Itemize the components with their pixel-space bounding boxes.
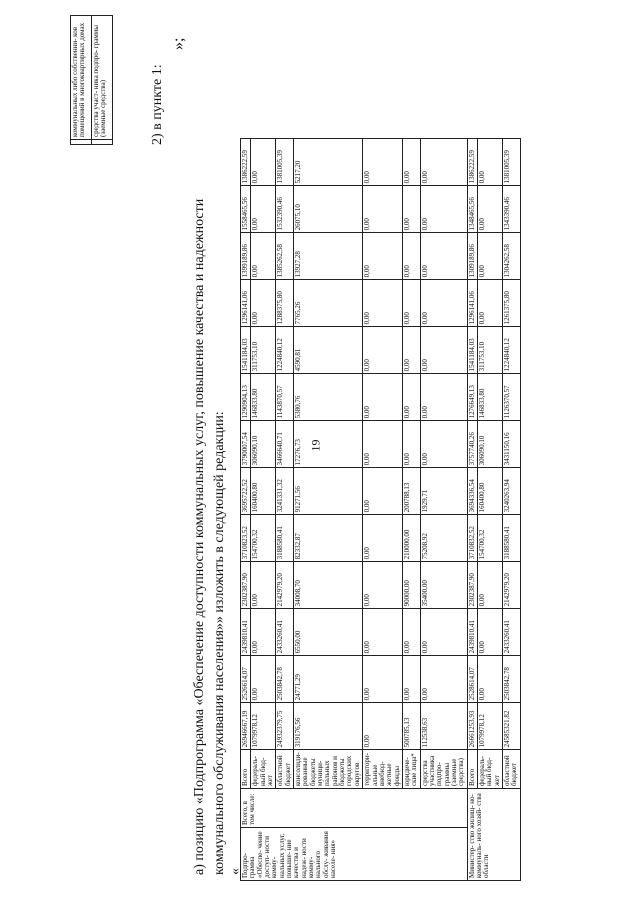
value-cell: 0,00	[363, 468, 403, 515]
value-cell: 1126370,57	[503, 374, 521, 421]
value-cell: 90000,00	[402, 562, 420, 609]
funding-source: Всего	[467, 750, 477, 789]
value-cell: 24585321,82	[503, 703, 521, 750]
funding-source: консолиди- рованные бюджеты муници- пальных районов и бюджеты городских округов	[294, 750, 363, 789]
value-cell: 0,00	[363, 186, 403, 233]
value-cell: 7765,26	[294, 280, 363, 327]
value-cell: 0,00	[363, 280, 403, 327]
value-cell: 26661253,93	[467, 703, 477, 750]
value-cell: 3710832,52	[467, 515, 477, 562]
value-cell: 306090,10	[251, 421, 276, 468]
value-cell: 0,00	[420, 233, 467, 280]
value-cell: 0,00	[402, 233, 420, 280]
value-cell: 0,00	[420, 609, 467, 656]
subprogram-total-label: Всего, в том числе:	[241, 789, 468, 828]
value-cell: 1143870,57	[276, 374, 294, 421]
value-cell: 1304262,58	[503, 233, 521, 280]
value-cell: 2503842,78	[276, 656, 294, 703]
value-cell: 0,00	[402, 186, 420, 233]
value-cell: 2142979,20	[503, 562, 521, 609]
value-cell: 160400,80	[477, 468, 502, 515]
value-cell: 1290904,13	[241, 374, 251, 421]
value-cell: 3694336,54	[467, 468, 477, 515]
top-table-fragment	[70, 15, 113, 145]
value-cell: 0,00	[363, 139, 403, 186]
value-cell: 1224840,12	[503, 327, 521, 374]
table-row	[251, 139, 276, 881]
top-table-row2: средства участ- ника подпро- граммы (заемные средства)	[92, 16, 113, 140]
value-cell: 2433260,41	[276, 609, 294, 656]
value-cell: 0,00	[420, 186, 467, 233]
value-cell: 1541184,03	[467, 327, 477, 374]
funding-source: федераль- ный бюд- жет	[251, 750, 276, 789]
value-cell: 6550,00	[294, 609, 363, 656]
value-cell: 2142979,20	[276, 562, 294, 609]
ministry-name: Министер- ство жилищ- но- коммуналь- ного хозяй- ства области	[467, 789, 520, 881]
value-cell: 0,00	[402, 656, 420, 703]
value-cell: 24932379,75	[276, 703, 294, 750]
value-cell: 0,00	[477, 280, 502, 327]
value-cell: 17276,73	[294, 421, 363, 468]
value-cell: 3431150,16	[503, 421, 521, 468]
value-cell: 1386222,59	[241, 139, 251, 186]
value-cell: 0,00	[251, 139, 276, 186]
value-cell: 0,00	[251, 186, 276, 233]
heading-line-b: коммунального обслуживания населения»» изложить в следующей редакции:	[212, 411, 227, 875]
value-cell: 2302387,90	[467, 562, 477, 609]
value-cell: 0,00	[402, 421, 420, 468]
value-cell: 5380,76	[294, 374, 363, 421]
value-cell: 13927,28	[294, 233, 363, 280]
value-cell: 1276649,13	[467, 374, 477, 421]
value-cell: 0,00	[477, 139, 502, 186]
value-cell: 0,00	[363, 327, 403, 374]
funding-source: территори- альные внебюд- жетные фонды	[363, 750, 403, 789]
value-cell: 1296141,06	[467, 280, 477, 327]
value-cell: 5217,20	[294, 139, 363, 186]
value-cell: 3757740,26	[467, 421, 477, 468]
table-row	[241, 139, 251, 881]
value-cell: 3466640,71	[276, 421, 294, 468]
value-cell: 1343390,46	[503, 186, 521, 233]
value-cell: 1381005,39	[276, 139, 294, 186]
value-cell: 146833,80	[251, 374, 276, 421]
budget-table	[240, 138, 521, 881]
value-cell: 1386222,59	[467, 139, 477, 186]
heading-line-a: а) позицию «Подпрограмма «Обеспечение доступности коммунальных услуг, повышение качества и надежности	[192, 198, 207, 875]
value-cell: 1929,71	[420, 468, 467, 515]
value-cell: 0,00	[477, 562, 502, 609]
table-row	[420, 139, 467, 881]
value-cell: 311753,10	[251, 327, 276, 374]
table-row	[276, 139, 294, 881]
page-number: 19	[308, 439, 323, 452]
close-quote: »;	[170, 37, 187, 50]
funding-source: федераль- ный бюд- жет	[477, 750, 502, 789]
value-cell: 1532390,46	[276, 186, 294, 233]
value-cell: 1261375,80	[503, 280, 521, 327]
value-cell: 0,00	[420, 421, 467, 468]
value-cell: 0,00	[363, 233, 403, 280]
value-cell: 0,00	[477, 186, 502, 233]
heading-item: 2) в пункте 1:	[150, 64, 165, 145]
value-cell: 0,00	[363, 656, 403, 703]
value-cell: 3241331,32	[276, 468, 294, 515]
value-cell: 500785,13	[402, 703, 420, 750]
value-cell: 0,00	[402, 139, 420, 186]
table-row	[467, 139, 477, 881]
value-cell: 1288375,80	[276, 280, 294, 327]
value-cell: 112538,63	[420, 703, 467, 750]
value-cell: 26946667,19	[241, 703, 251, 750]
value-cell: 1381005,39	[503, 139, 521, 186]
value-cell: 0,00	[402, 374, 420, 421]
value-cell: 0,00	[420, 139, 467, 186]
value-cell: 3188580,41	[503, 515, 521, 562]
funding-source: областной бюджет	[503, 750, 521, 789]
table-row	[294, 139, 363, 881]
value-cell: 2526614,07	[241, 656, 251, 703]
value-cell: 4590,81	[294, 327, 363, 374]
value-cell: 2528614,07	[467, 656, 477, 703]
value-cell: 3695722,52	[241, 468, 251, 515]
value-cell: 26075,10	[294, 186, 363, 233]
funding-source: Всего	[241, 750, 251, 789]
table-row	[363, 139, 403, 881]
value-cell: 160400,80	[251, 468, 276, 515]
value-cell: 0,00	[420, 327, 467, 374]
value-cell: 35400,00	[420, 562, 467, 609]
value-cell: 210000,00	[402, 515, 420, 562]
value-cell: 200788,13	[402, 468, 420, 515]
value-cell: 1079978,12	[477, 703, 502, 750]
value-cell: 0,00	[402, 609, 420, 656]
value-cell: 0,00	[363, 374, 403, 421]
value-cell: 0,00	[251, 233, 276, 280]
value-cell: 0,00	[251, 609, 276, 656]
value-cell: 2302387,90	[241, 562, 251, 609]
value-cell: 1224840,12	[276, 327, 294, 374]
value-cell: 319176,56	[294, 703, 363, 750]
top-table-row1: коммунальных либо собственни- ков помещений в многоквартирных домах	[71, 16, 92, 140]
value-cell: 1399189,86	[241, 233, 251, 280]
value-cell: 2433260,41	[503, 609, 521, 656]
value-cell: 0,00	[251, 562, 276, 609]
value-cell: 0,00	[477, 609, 502, 656]
value-cell: 82332,87	[294, 515, 363, 562]
value-cell: 0,00	[363, 562, 403, 609]
value-cell: 0,00	[420, 280, 467, 327]
value-cell: 0,00	[363, 609, 403, 656]
value-cell: 3790007,54	[241, 421, 251, 468]
table-row	[477, 139, 502, 881]
value-cell: 1348465,56	[467, 186, 477, 233]
value-cell: 1558465,56	[241, 186, 251, 233]
value-cell: 1079978,12	[251, 703, 276, 750]
value-cell: 1309189,86	[467, 233, 477, 280]
value-cell: 34008,70	[294, 562, 363, 609]
value-cell: 3710823,52	[241, 515, 251, 562]
value-cell: 1541184,03	[241, 327, 251, 374]
subprogram-name: Подпро- грамма «Обеспе- чение доступ- ности комму- нальных услуг, повыше- ние качества и надеж- ности комму- нального обслу- живания населе- ния»	[241, 828, 468, 881]
value-cell: 311753,10	[477, 327, 502, 374]
value-cell: 146833,80	[477, 374, 502, 421]
value-cell: 154700,32	[477, 515, 502, 562]
value-cell: 0,00	[363, 703, 403, 750]
value-cell: 3240263,94	[503, 468, 521, 515]
value-cell: 0,00	[251, 280, 276, 327]
value-cell: 0,00	[402, 280, 420, 327]
funding-source: юридиче- ские лица*	[402, 750, 420, 789]
value-cell: 0,00	[477, 233, 502, 280]
value-cell: 75208,92	[420, 515, 467, 562]
table-row	[503, 139, 521, 881]
funding-source: средства участника подпро- граммы (заемные средства)	[420, 750, 467, 789]
value-cell: 1385262,58	[276, 233, 294, 280]
value-cell: 24771,29	[294, 656, 363, 703]
value-cell: 0,00	[420, 656, 467, 703]
table-row	[402, 139, 420, 881]
value-cell: 0,00	[363, 515, 403, 562]
value-cell: 0,00	[420, 374, 467, 421]
value-cell: 2439810,41	[241, 609, 251, 656]
value-cell: 91271,56	[294, 468, 363, 515]
value-cell: 0,00	[251, 656, 276, 703]
value-cell: 1296141,06	[241, 280, 251, 327]
value-cell: 2503842,78	[503, 656, 521, 703]
funding-source: областной бюджет	[276, 750, 294, 789]
value-cell: 0,00	[477, 656, 502, 703]
value-cell: 0,00	[402, 327, 420, 374]
open-quote: «	[228, 868, 243, 875]
value-cell: 2439810,41	[467, 609, 477, 656]
value-cell: 154700,32	[251, 515, 276, 562]
value-cell: 306090,10	[477, 421, 502, 468]
value-cell: 0,00	[363, 421, 403, 468]
value-cell: 3188580,41	[276, 515, 294, 562]
